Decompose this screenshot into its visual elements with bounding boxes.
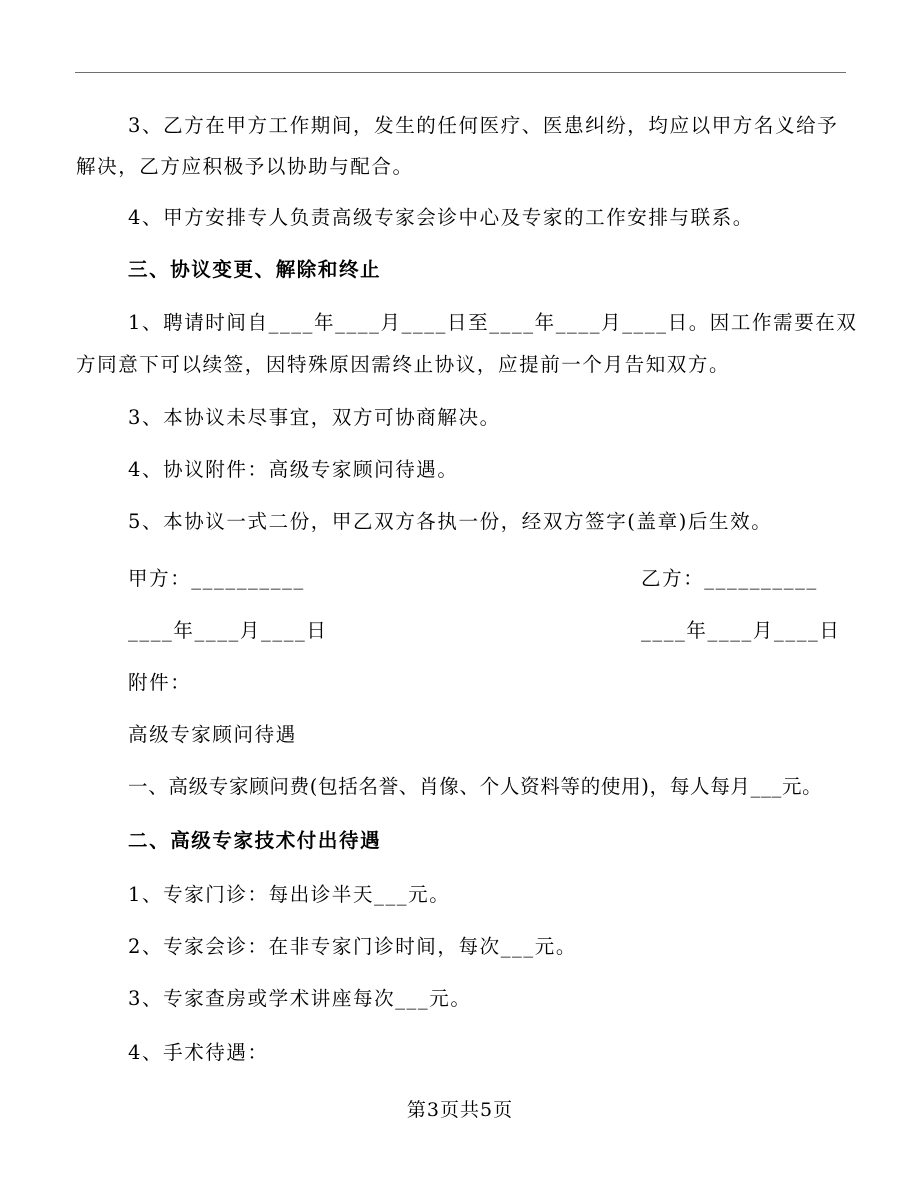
outpatient-fee: 1、专家门诊：每出诊半天___元。 [128,883,451,906]
term-clause-3: 3、本协议未尽事宜，双方可协商解决。 [128,406,501,429]
section-heading-technical: 二、高级专家技术付出待遇 [128,829,382,852]
consultant-fee: 一、高级专家顾问费(包括名誉、肖像、个人资料等的使用)，每人每月___元。 [128,775,823,798]
clause-3-line-1: 3、乙方在甲方工作期间，发生的任何医疗、医患纠纷，均应以甲方名义给予 [128,114,839,137]
section-heading-3: 三、协议变更、解除和终止 [128,258,382,281]
clause-3-line-2: 解决，乙方应积极予以协助与配合。 [76,155,414,178]
term-clause-5: 5、本协议一式二份，甲乙双方各执一份，经双方签字(盖章)后生效。 [128,510,773,533]
page-number: 第3页共5页 [406,1099,514,1121]
header-rule [75,72,846,73]
term-clause-4: 4、协议附件：高级专家顾问待遇。 [128,458,459,481]
consultation-fee: 2、专家会诊：在非专家门诊时间，每次___元。 [128,935,577,958]
term-clause-1-line-1: 1、聘请时间自____年____月____日至____年____月____日。因工作需要在双 [128,311,858,334]
party-b-date: ____年____月____日 [641,619,841,642]
clause-4: 4、甲方安排专人负责高级专家会诊中心及专家的工作安排与联系。 [128,206,754,229]
attachment-title: 高级专家顾问待遇 [128,723,297,746]
surgery-treatment: 4、手术待遇： [128,1041,269,1064]
term-clause-1-line-2: 方同意下可以续签，因特殊原因需终止协议，应提前一个月告知双方。 [76,353,731,376]
ward-round-fee: 3、专家查房或学术讲座每次___元。 [128,987,472,1010]
party-a-signature: 甲方：__________ [128,567,305,590]
party-b-signature: 乙方：__________ [641,567,818,590]
attachment-label: 附件： [128,671,192,694]
party-a-date: ____年____月____日 [128,619,328,642]
